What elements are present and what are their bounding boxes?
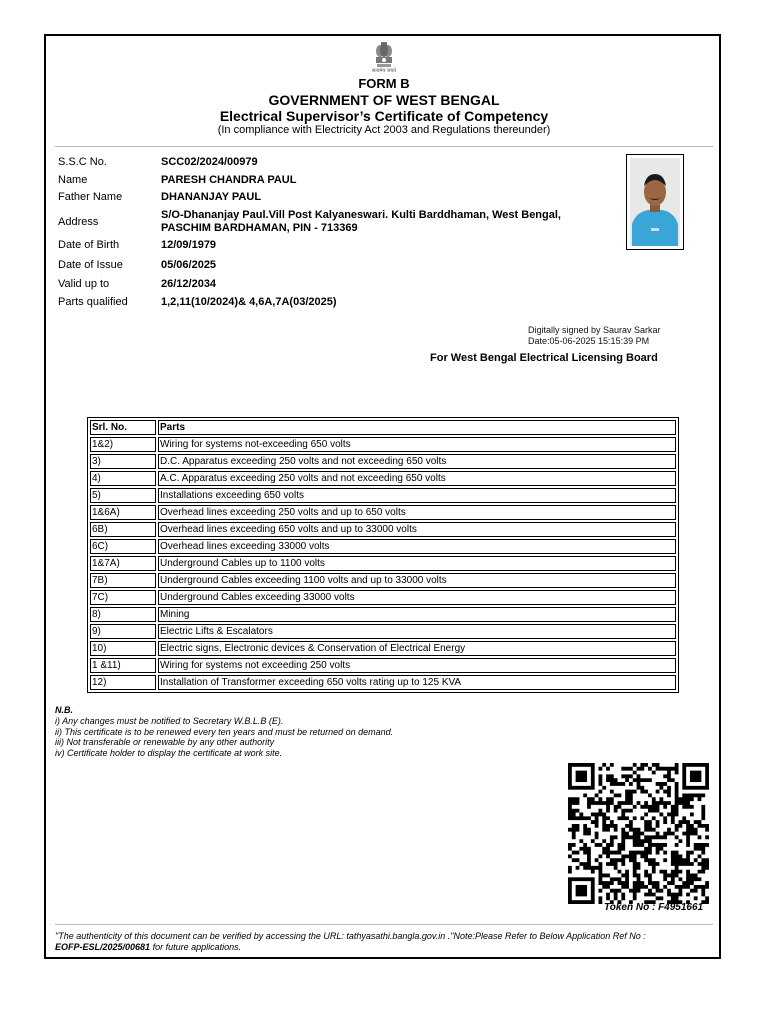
dob-value: 12/09/1979 xyxy=(161,239,217,251)
dob-label: Date of Birth xyxy=(58,239,120,251)
header-divider xyxy=(55,146,713,147)
parts-cell: Wiring for systems not-exceeding 650 volts xyxy=(158,437,676,452)
table-row xyxy=(90,437,676,452)
table-row xyxy=(90,505,676,520)
table-row xyxy=(90,624,676,639)
parts-cell: Electric signs, Electronic devices & Conservation of Electrical Energy xyxy=(158,641,676,656)
issue-value: 05/06/2025 xyxy=(161,259,217,271)
table-row xyxy=(90,556,676,571)
note-item: i) Any changes must be notified to Secretary W.B.L.B (E). xyxy=(55,716,284,726)
table-row xyxy=(90,573,676,588)
parts-cell: D.C. Apparatus exceeding 250 volts and not exceeding 650 volts xyxy=(158,454,676,469)
parts-cell: Installation of Transformer exceeding 650 volts rating up to 125 KVA xyxy=(158,675,676,690)
footer-text: "The authenticity of this document can be verified by accessing the URL: tathyasathi.bangla.gov.in ."Note:Please Refer to Below Application Ref No : xyxy=(55,931,646,941)
notes-title: N.B. xyxy=(55,705,73,715)
application-ref: EOFP-ESL/2025/00681 xyxy=(55,942,151,952)
parts-cell: A.C. Apparatus exceeding 250 volts and not exceeding 650 volts xyxy=(158,471,676,486)
table-row xyxy=(90,454,676,469)
holder-photo xyxy=(626,154,684,250)
srl-no-cell: 8) xyxy=(90,607,156,622)
srl-no-cell: 6B) xyxy=(90,522,156,537)
table-row xyxy=(90,590,676,605)
table-row xyxy=(90,488,676,503)
parts-cell: Wiring for systems not exceeding 250 volts xyxy=(158,658,676,673)
person-photo-icon xyxy=(630,158,680,246)
srl-no-cell: 1&7A) xyxy=(90,556,156,571)
state-emblem-icon xyxy=(372,40,396,80)
token-number: Token No : F4951661 xyxy=(604,902,704,913)
table-row xyxy=(90,658,676,673)
parts-cell: Overhead lines exceeding 650 volts and up to 33000 volts xyxy=(158,522,676,537)
notes-list xyxy=(55,716,393,758)
note-item: iii) Not transferable or renewable by any other authority xyxy=(55,737,275,747)
srl-no-cell: 10) xyxy=(90,641,156,656)
header-srl-no: Srl. No. xyxy=(90,420,156,435)
srl-no-cell: 9) xyxy=(90,624,156,639)
table-row xyxy=(90,471,676,486)
parts-table xyxy=(87,417,679,693)
licensing-board: For West Bengal Electrical Licensing Board xyxy=(430,352,658,364)
form-title: FORM B xyxy=(358,76,410,91)
digital-signature xyxy=(528,325,661,347)
table-row xyxy=(90,539,676,554)
srl-no-cell: 1 &11) xyxy=(90,658,156,673)
parts-cell: Electric Lifts & Escalators xyxy=(158,624,676,639)
parts-qualified-label: Parts qualified xyxy=(58,296,128,308)
address-label: Address xyxy=(58,216,99,228)
table-header-row xyxy=(90,420,676,435)
ssc-label: S.S.C No. xyxy=(58,156,107,168)
father-label: Father Name xyxy=(58,191,123,203)
srl-no-cell: 4) xyxy=(90,471,156,486)
note-item: ii) This certificate is to be renewed every ten years and must be returned on demand. xyxy=(55,726,394,737)
valid-value: 26/12/2034 xyxy=(161,278,217,290)
table-row xyxy=(90,641,676,656)
government-title: GOVERNMENT OF WEST BENGAL xyxy=(268,92,500,108)
footer-divider xyxy=(55,924,713,925)
ssc-value: SCC02/2024/00979 xyxy=(161,156,258,168)
parts-cell: Underground Cables exceeding 1100 volts and up to 33000 volts xyxy=(158,573,676,588)
address-line1: S/O-Dhananjay Paul.Vill Post Kalyaneswari. Kulti Barddhaman, West Bengal, xyxy=(161,209,561,221)
parts-cell: Overhead lines exceeding 33000 volts xyxy=(158,539,676,554)
srl-no-cell: 7C) xyxy=(90,590,156,605)
father-value: DHANANJAY PAUL xyxy=(161,191,262,203)
issue-label: Date of Issue xyxy=(58,259,123,271)
table-row xyxy=(90,522,676,537)
srl-no-cell: 1&2) xyxy=(90,437,156,452)
parts-cell: Underground Cables exceeding 33000 volts xyxy=(158,590,676,605)
parts-cell: Mining xyxy=(158,607,676,622)
name-label: Name xyxy=(58,174,88,186)
name-value: PARESH CHANDRA PAUL xyxy=(161,174,297,186)
signature-line1: Digitally signed by Saurav Sarkar xyxy=(528,325,661,335)
table-row xyxy=(90,675,676,690)
srl-no-cell: 1&6A) xyxy=(90,505,156,520)
footer-note xyxy=(55,931,715,953)
srl-no-cell: 7B) xyxy=(90,573,156,588)
certificate-title: Electrical Supervisor’s Certificate of Competency xyxy=(219,108,549,124)
compliance-subtitle: (In compliance with Electricity Act 2003 and Regulations thereunder) xyxy=(217,124,551,136)
srl-no-cell: 12) xyxy=(90,675,156,690)
srl-no-cell: 3) xyxy=(90,454,156,469)
parts-cell: Overhead lines exceeding 250 volts and up to 650 volts xyxy=(158,505,676,520)
parts-qualified-value: 1,2,11(10/2024)& 4,6A,7A(03/2025) xyxy=(161,296,337,308)
srl-no-cell: 5) xyxy=(90,488,156,503)
table-row xyxy=(90,607,676,622)
signature-line2: Date:05-06-2025 15:15:39 PM xyxy=(528,336,650,346)
emblem-caption: सत्यमेव जयते xyxy=(371,68,397,74)
parts-cell: Underground Cables up to 1100 volts xyxy=(158,556,676,571)
footer-text-end: for future applications. xyxy=(150,942,242,952)
note-item: iv) Certificate holder to display the certificate at work site. xyxy=(55,747,283,758)
address-line2: PASCHIM BARDHAMAN, PIN - 713369 xyxy=(161,222,358,234)
valid-label: Valid up to xyxy=(58,278,110,290)
parts-cell: Installations exceeding 650 volts xyxy=(158,488,676,503)
header-parts: Parts xyxy=(158,420,676,435)
srl-no-cell: 6C) xyxy=(90,539,156,554)
qr-code-icon xyxy=(565,763,712,904)
